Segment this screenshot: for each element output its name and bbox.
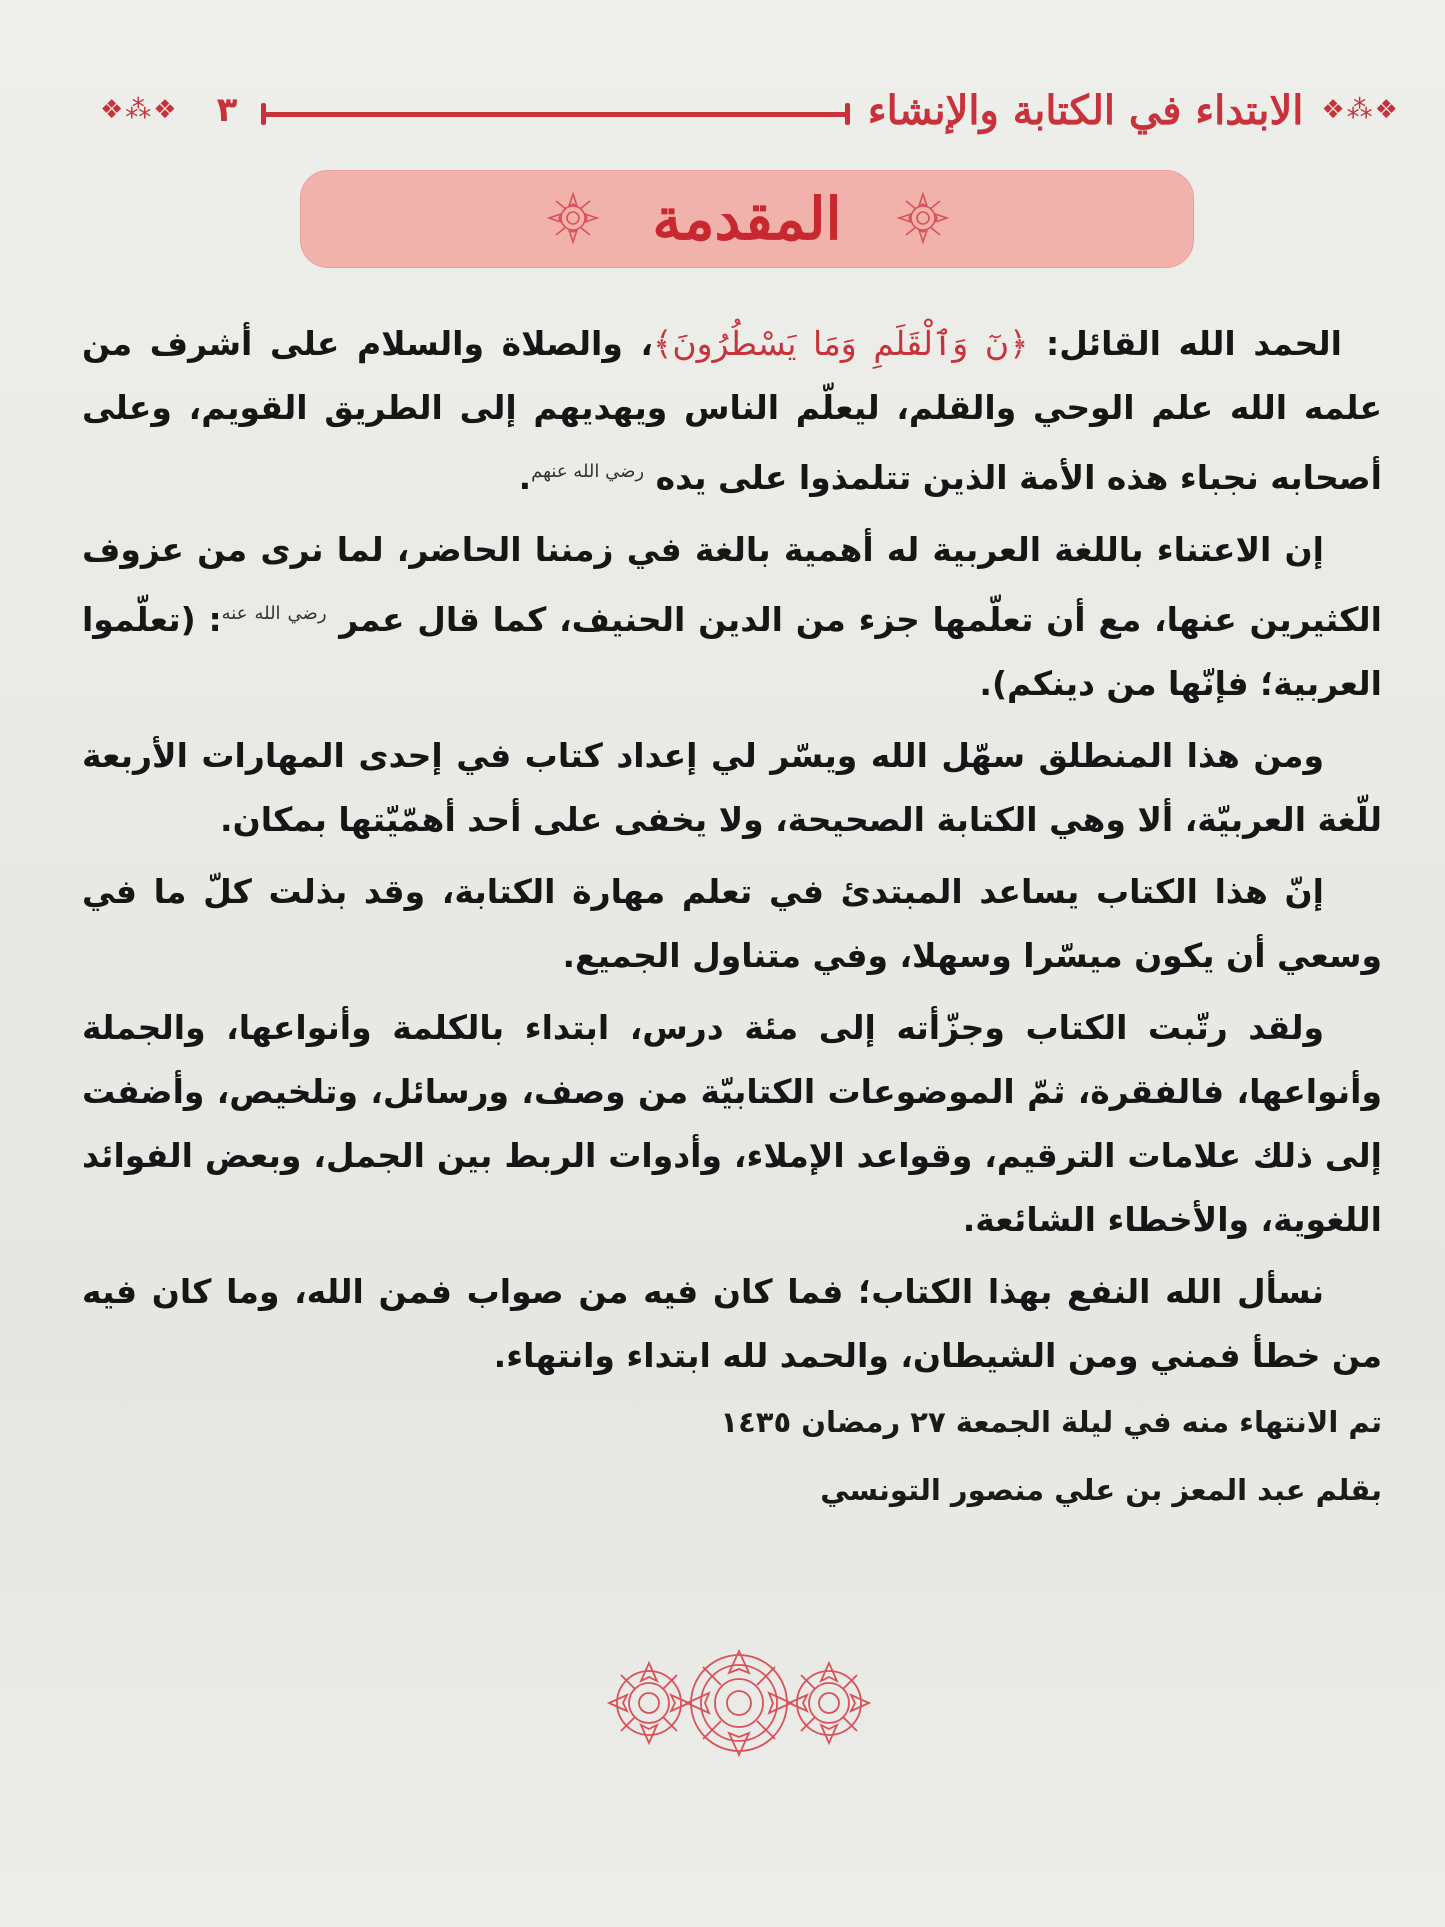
quran-verse: ﴿نٓ وَٱلْقَلَمِ وَمَا يَسْطُرُونَ﴾ bbox=[653, 324, 1029, 363]
page-number: ٣ bbox=[216, 90, 238, 130]
paragraph-2 bbox=[82, 518, 1382, 716]
paragraph-6: نسأل الله النفع بهذا الكتاب؛ فما كان فيه من صواب فمن الله، وما كان فيه من خطأ فمني ومن الشيطان، والحمد لله ابتداء وانتهاء. bbox=[82, 1272, 1382, 1375]
rosette-right-icon bbox=[895, 190, 951, 246]
header-ornament-right-icon: ❖⁂❖ bbox=[1321, 95, 1400, 125]
paragraph-4: إنّ هذا الكتاب يساعد المبتدئ في تعلم مهارة الكتابة، وقد بذلت كلّ ما في وسعي أن يكون ميسّرا وسهلا، وفي متناول الجميع. bbox=[82, 872, 1382, 975]
paragraph-2-end: : (تعلّموا العربية؛ فإنّها من دينكم). bbox=[82, 600, 1382, 703]
paragraph-2-start: إن الاعتناء باللغة العربية له أهمية بالغة في زمننا الحاضر، لما نرى من عزوف الكثيرين عنها، مع أن تعلّمها جزء من الدين الحنيف، كما قال عمر bbox=[82, 530, 1382, 639]
paragraph-1-body: ، والصلاة والسلام على أشرف من علمه الله علم الوحي والقلم، ليعلّم الناس ويهديهم إلى الطريق القويم، وعلى أصحابه نجباء هذه الأمة الذين تتلمذوا على يده bbox=[82, 324, 1382, 497]
paragraph-1 bbox=[82, 312, 1382, 510]
author-signature: بقلم عبد المعز بن علي منصور التونسي bbox=[820, 1473, 1382, 1507]
signature-block bbox=[672, 1388, 1382, 1524]
book-title: الابتداء في الكتابة والإنشاء bbox=[867, 86, 1304, 134]
honorific-glyph: رضي الله عنه bbox=[221, 603, 327, 624]
header-rule bbox=[261, 112, 849, 117]
paragraph-5: ولقد رتّبت الكتاب وجزّأته إلى مئة درس، ابتداء بالكلمة وأنواعها، والجملة وأنواعها، فالفقرة، ثمّ الموضوعات الكتابيّة من وصف، ورسائل، وتلخيص، وأضفت إلى ذلك علامات الترقيم، وقواعد الإملاء، وأدوات الربط بين الجمل، وبعض الفوائد اللغوية، والأخطاء الشائعة. bbox=[82, 1008, 1382, 1239]
body-text bbox=[82, 312, 1382, 1396]
footer-ornament-icon bbox=[604, 1648, 874, 1758]
completion-date: تم الانتهاء منه في ليلة الجمعة ٢٧ رمضان ١٤٣٥ bbox=[720, 1405, 1382, 1439]
header-ornament-left-icon: ❖⁂❖ bbox=[100, 95, 179, 125]
section-banner bbox=[300, 170, 1194, 268]
paragraph-1-start: الحمد الله القائل: bbox=[1028, 324, 1342, 363]
honorific-glyph: رضي الله عنهم bbox=[531, 461, 645, 482]
paragraph-1-end: . bbox=[518, 458, 532, 497]
page-header bbox=[100, 80, 1400, 140]
paragraph-3: ومن هذا المنطلق سهّل الله ويسّر لي إعداد كتاب في إحدى المهارات الأربعة للّغة العربيّة، ألا وهي الكتابة الصحيحة، ولا يخفى على أحد أهمّيّتها بمكان. bbox=[82, 736, 1382, 839]
section-title: المقدمة bbox=[652, 185, 842, 253]
rosette-left-icon bbox=[545, 190, 601, 246]
